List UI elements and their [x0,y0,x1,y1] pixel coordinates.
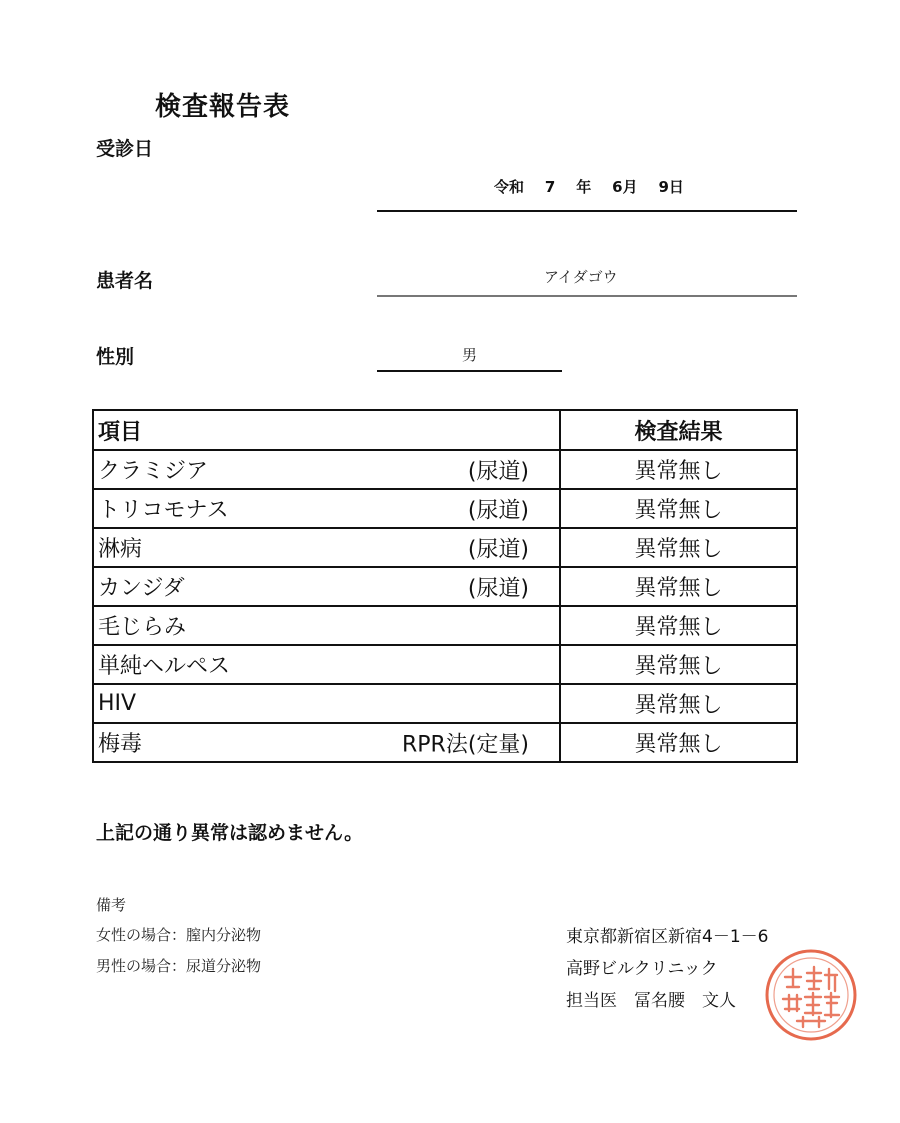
header-item: 項目 [93,410,560,450]
row-result: 異常無し [560,567,797,606]
row-item-cell [93,645,560,684]
row-sub: (尿道) [467,537,529,562]
row-item-cell [93,489,560,528]
table-row [93,489,797,528]
table-row [93,450,797,489]
table-row [93,645,797,684]
sex-label: 性別 [96,346,135,368]
doctor-name: 担当医 冨名腰 文人 [566,991,736,1011]
row-sub: (尿道) [467,459,529,484]
row-result: 異常無し [560,723,797,762]
row-sub: RPR法(定量) [401,732,529,757]
row-item: 毛じらみ [98,615,187,640]
header-result: 検査結果 [560,410,797,450]
patient-name-underline [377,295,797,297]
row-item: HIV [98,691,137,716]
row-result: 異常無し [560,684,797,723]
row-sub: (尿道) [467,576,529,601]
row-item: トリコモナス [98,498,229,523]
row-result: 異常無し [560,645,797,684]
row-item: 淋病 [98,537,143,562]
row-result: 異常無し [560,489,797,528]
table-row [93,567,797,606]
row-result: 異常無し [560,450,797,489]
row-item: 梅毒 [98,732,143,757]
document-title: 検査報告表 [155,92,291,122]
visit-year: 7 [544,178,556,196]
row-item-cell [93,606,560,645]
sex-value: 男 [462,346,478,364]
clinic-name: 高野ビルクリニック [566,959,718,979]
patient-name-value: アイダゴウ [544,268,618,286]
row-item-cell [93,723,560,762]
table-row [93,723,797,762]
row-item: クラミジア [98,459,209,484]
row-item: 単純ヘルペス [98,654,231,679]
results-table [92,409,798,763]
conclusion-text: 上記の通り異常は認めません。 [96,822,364,844]
row-result: 異常無し [560,528,797,567]
sex-underline [377,370,562,372]
row-item-cell [93,528,560,567]
visit-date-value [494,176,684,197]
notes-male: 男性の場合：尿道分泌物 [96,957,262,975]
notes-female: 女性の場合：膣内分泌物 [96,926,262,944]
visit-day: 9日 [658,178,684,196]
row-item: カンジダ [98,576,185,601]
row-result: 異常無し [560,606,797,645]
row-sub: (尿道) [467,498,529,523]
visit-era: 令和 [494,178,525,196]
visit-month: 6月 [612,178,638,196]
table-row [93,684,797,723]
table-header-row [93,410,797,450]
visit-year-unit: 年 [576,178,592,196]
row-item-cell [93,450,560,489]
visit-date-underline [377,210,797,212]
patient-name-label: 患者名 [96,270,154,292]
row-item-cell [93,567,560,606]
visit-date-label: 受診日 [96,138,154,160]
notes-heading: 備考 [96,896,127,914]
clinic-address: 東京都新宿区新宿4－1－6 [566,927,769,947]
doctor-seal-stamp [763,947,859,1043]
table-row [93,528,797,567]
table-row [93,606,797,645]
row-item-cell [93,684,560,723]
